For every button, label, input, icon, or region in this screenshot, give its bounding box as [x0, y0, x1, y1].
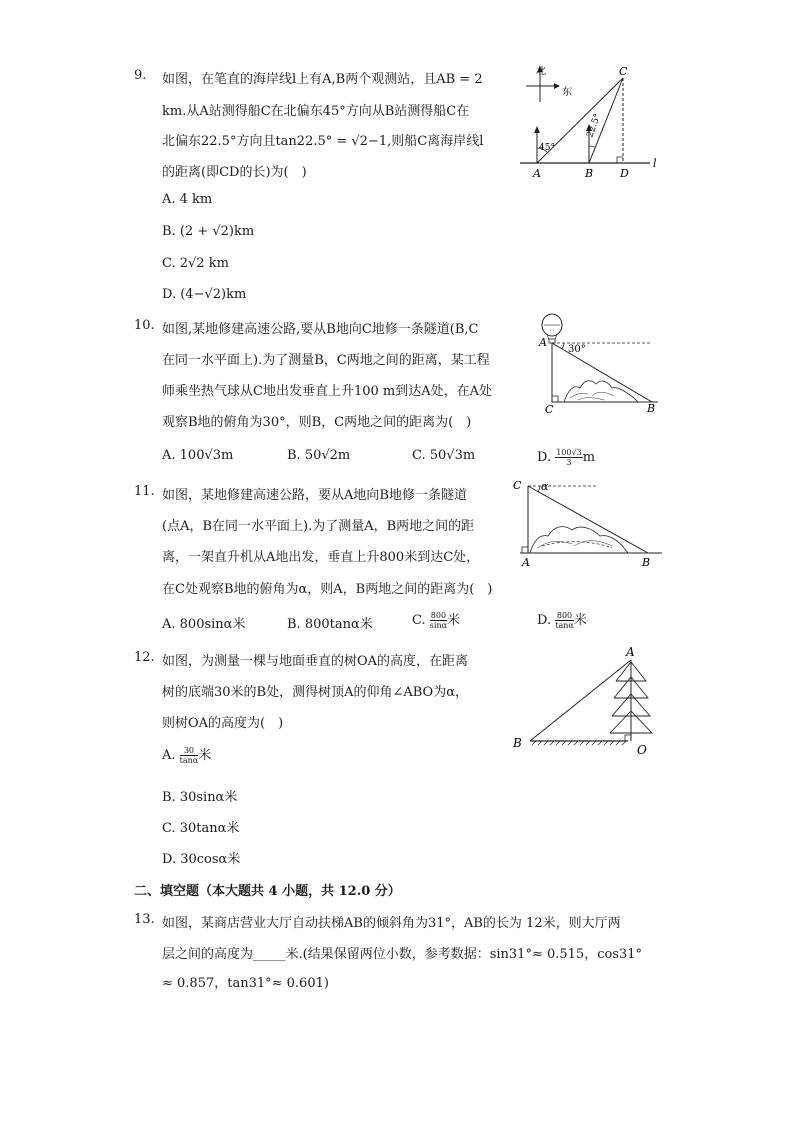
question-text-line: 如图,某地修建高速公路,要从B地向C地修一条隧道(B,C	[162, 322, 479, 337]
section-title: 二、填空题（本大题共 4 小题，共 12.0 分）	[134, 884, 401, 899]
angle-alpha-label: α	[541, 480, 549, 493]
question-text-line: (点A，B在同一水平面上).为了测量A，B两地之间的距	[162, 519, 475, 534]
line-l-label: l	[653, 157, 657, 170]
fraction-numerator: 30	[180, 746, 199, 756]
question-text-line: 如图，为测量一棵与地面垂直的树OA的高度，在距离	[162, 654, 469, 669]
north-label: 北	[536, 66, 546, 77]
fraction-denominator: 3	[566, 458, 572, 467]
fraction-numerator: 800	[430, 611, 447, 620]
question-number: 10.	[134, 318, 155, 333]
option-d-fraction	[555, 448, 582, 467]
option-d-unit: m	[582, 450, 596, 465]
point-a-label: A	[522, 556, 530, 569]
point-a-label: A	[533, 167, 541, 180]
question-text-line: 观察B地的俯角为30°，则B，C两地之间的距离为( )	[162, 415, 472, 430]
angle-22-5-label: 22.5°	[585, 112, 604, 140]
east-label: 东	[562, 87, 572, 98]
point-b-label: B	[642, 556, 651, 569]
option-b[interactable]: B. 50√2m	[287, 448, 351, 463]
option-b[interactable]: B. 800tanα米	[287, 617, 373, 632]
point-o-label: O	[637, 743, 647, 757]
option-a[interactable]: A. 800sinα米	[162, 617, 246, 632]
option-b[interactable]: B. (2 + √2)km	[162, 224, 255, 239]
option-c-fraction	[430, 611, 447, 630]
question-text-line: 树的底端30米的B处，测得树顶A的仰角∠ABO为α，	[162, 685, 468, 700]
point-a-label: A	[539, 336, 547, 349]
point-a-label: A	[626, 645, 635, 659]
fraction-denominator: tanα	[179, 756, 199, 765]
option-a[interactable]: A. 4 km	[162, 192, 213, 207]
option-a[interactable]: A. 100√3m	[162, 448, 234, 463]
option-c[interactable]: C. 2√2 km	[162, 256, 229, 271]
option-d[interactable]	[537, 448, 595, 467]
question-text-line: km.从A站测得船C在北偏东45°方向从B站测得船C在	[162, 104, 470, 119]
question-text-line: 师乘坐热气球从C地出发垂直上升100 m到达A处，在A处	[162, 384, 492, 399]
option-c[interactable]: C. 30tanα米	[162, 821, 240, 836]
option-c[interactable]	[412, 609, 460, 630]
question-number: 13.	[134, 912, 155, 927]
question-text-line: ≈ 0.857，tan31°≈ 0.601)	[162, 976, 329, 991]
question-number: 12.	[134, 650, 155, 665]
question-text-line: 在C处观察B地的俯角为α，则A，B两地之间的距离为( )	[162, 582, 493, 597]
point-b-label: B	[647, 402, 656, 415]
option-c-label: C.	[412, 613, 426, 628]
point-c-label: C	[545, 403, 554, 416]
q9-figure	[520, 62, 670, 182]
question-text-line: 则树OA的高度为( )	[162, 716, 284, 731]
option-d-fraction	[555, 611, 574, 630]
fraction-denominator: sinα	[429, 621, 448, 630]
q10-figure	[530, 312, 665, 417]
question-text-line: 在同一水平面上).为了测量B，C两地之间的距离，某工程	[162, 353, 490, 368]
option-c-unit: 米	[447, 613, 461, 628]
angle-30-label: 30°	[568, 344, 586, 355]
option-d[interactable]: D. (4−√2)km	[162, 287, 247, 302]
option-d[interactable]	[537, 609, 587, 630]
question-text-line: 离，一架直升机从A地出发，垂直上升800米到达C处，	[162, 550, 480, 565]
question-number: 11.	[134, 484, 155, 499]
point-d-label: D	[620, 167, 629, 180]
question-text-line: 北偏东22.5°方向且tan22.5° = √2−1,则船C离海岸线l	[162, 134, 484, 149]
q11-figure	[508, 474, 666, 570]
point-b-label: B	[585, 167, 594, 180]
point-c-label: C	[619, 65, 628, 78]
fraction-numerator: 800	[556, 611, 573, 620]
option-a-unit: 米	[198, 748, 212, 763]
q12-figure	[508, 640, 658, 760]
point-b-label: B	[513, 736, 522, 750]
option-d[interactable]: D. 30cosα米	[162, 852, 241, 867]
question-text-line: 如图，在笔直的海岸线l上有A,B两个观测站，且AB = 2	[162, 72, 483, 87]
question-text-line: 如图，某商店营业大厅自动扶梯AB的倾斜角为31°，AB的长为 12米，则大厅两	[162, 916, 621, 931]
fraction-numerator: 100√3	[556, 448, 582, 457]
option-a-label: A.	[162, 748, 176, 763]
question-text-line: 层之间的高度为_____米.(结果保留两位小数，参考数据：sin31°≈ 0.515，cos31°	[162, 947, 643, 962]
point-c-label: C	[513, 479, 522, 492]
option-d-label: D.	[537, 613, 552, 628]
option-d-label: D.	[537, 450, 552, 465]
option-c[interactable]: C. 50√3m	[412, 448, 476, 463]
option-a[interactable]	[162, 744, 211, 765]
option-d-unit: 米	[573, 613, 587, 628]
angle-45-label: 45°	[539, 143, 555, 153]
fraction-denominator: tanα	[555, 621, 574, 630]
option-b[interactable]: B. 30sinα米	[162, 790, 238, 805]
question-text-line: 的距离(即CD的长)为( )	[162, 165, 307, 180]
question-text-line: 如图，某地修建高速公路，要从A地向B地修一条隧道	[162, 488, 467, 503]
option-a-fraction	[180, 746, 199, 765]
question-number: 9.	[134, 68, 147, 83]
